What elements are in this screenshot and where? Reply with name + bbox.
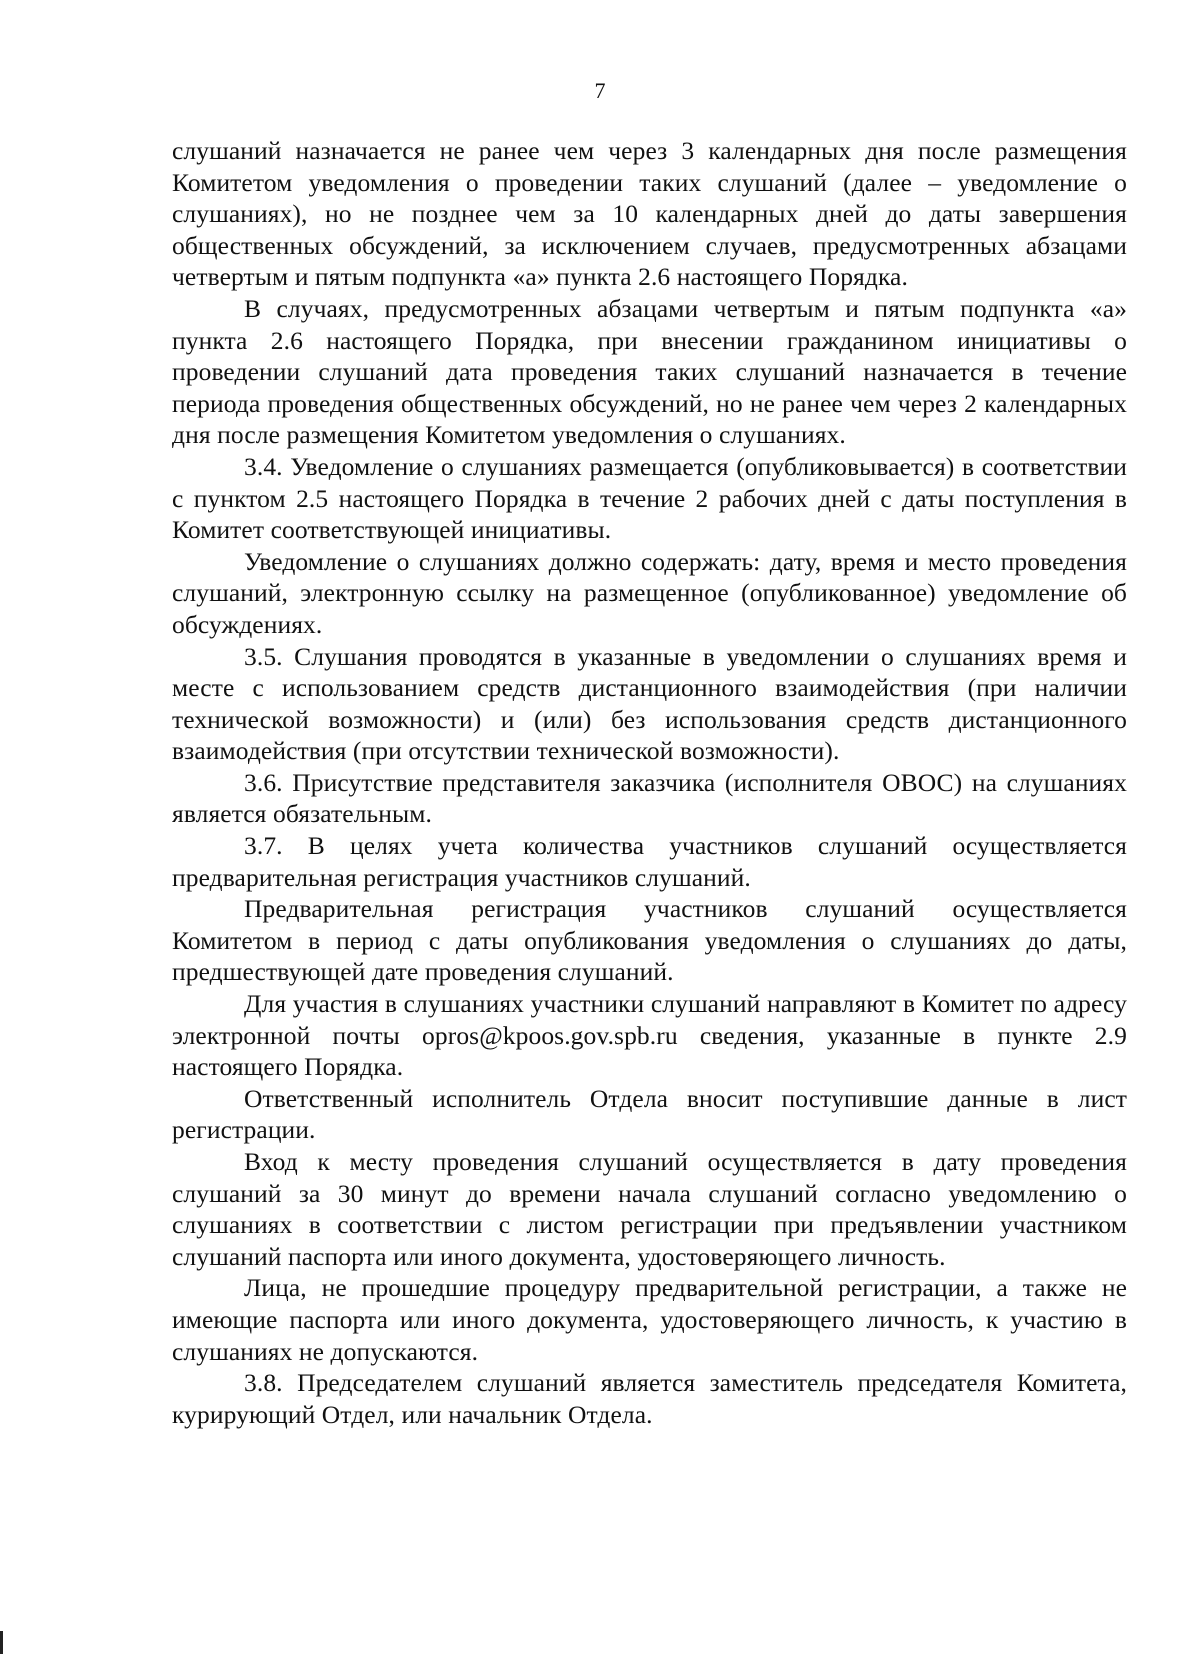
- paragraph-clause-3-5: 3.5. Слушания проводятся в указанные в уведомлении о слушаниях время и месте с использованием средств дистанционного взаимодействия (при наличии технической возможности) и (или) без использования средств дистанционного взаимодействия (при отсутствии технической возможности).: [172, 641, 1127, 766]
- paragraph: Ответственный исполнитель Отдела вносит поступившие данные в лист регистрации.: [172, 1083, 1127, 1145]
- paragraph-clause-3-8: 3.8. Председателем слушаний является заместитель председателя Комитета, курирующий Отдел, или начальник Отдела.: [172, 1368, 1127, 1429]
- paragraph: Для участия в слушаниях участники слушаний направляют в Комитет по адресу электронной почты opros@kpoos.gov.spb.ru сведения, указанные в пункте 2.9 настоящего Порядка.: [172, 989, 1127, 1082]
- paragraph: Лица, не прошедшие процедуру предварительной регистрации, а также не имеющие паспорта или иного документа, удостоверяющего личность, к участию в слушаниях не допускаются.: [172, 1273, 1127, 1366]
- paragraph-continuation: слушаний назначается не ранее чем через 3 календарных дня после размещения Комитетом уведомления о проведении таких слушаний (далее – уведомление о слушаниях), но не позднее чем за 10 календарных дней до даты завершения общественных обсуждений, за исключением случаев, предусмотренных абзацами четвертым и пятым подпункта «а» пункта 2.6 настоящего Порядка.: [172, 136, 1127, 292]
- document-body: [172, 135, 1127, 1430]
- paragraph: Уведомление о слушаниях должно содержать: дату, время и место проведения слушаний, электронную ссылку на размещенное (опубликованное) уведомление об обсуждениях.: [172, 546, 1127, 639]
- page-number: 7: [594, 78, 606, 103]
- paragraph: В случаях, предусмотренных абзацами четвертым и пятым подпункта «а» пункта 2.6 настоящего Порядка, при внесении гражданином инициативы о проведении слушаний дата проведения таких слушаний назначается в течение периода проведения общественных обсуждений, но не ранее чем через 2 календарных дня после размещения Комитетом уведомления о слушаниях.: [172, 293, 1127, 450]
- scan-edge-mark: [0, 1631, 3, 1654]
- paragraph-clause-3-4: 3.4. Уведомление о слушаниях размещается (опубликовывается) в соответствии с пунктом 2.5 настоящего Порядка в течение 2 рабочих дней с даты поступления в Комитет соответствующей инициативы.: [172, 451, 1127, 545]
- paragraph: Вход к месту проведения слушаний осуществляется в дату проведения слушаний за 30 минут до времени начала слушаний согласно уведомлению о слушаниях в соответствии с листом регистрации при предъявлении участником слушаний паспорта или иного документа, удостоверяющего личность.: [172, 1147, 1127, 1271]
- paragraph-clause-3-7: 3.7. В целях учета количества участников слушаний осуществляется предварительная регистрация участников слушаний.: [172, 831, 1127, 892]
- paragraph: Предварительная регистрация участников слушаний осуществляется Комитетом в период с даты опубликования уведомления о слушаниях до даты, предшествующей дате проведения слушаний.: [172, 894, 1127, 987]
- paragraph-clause-3-6: 3.6. Присутствие представителя заказчика (исполнителя ОВОС) на слушаниях является обязательным.: [172, 767, 1127, 829]
